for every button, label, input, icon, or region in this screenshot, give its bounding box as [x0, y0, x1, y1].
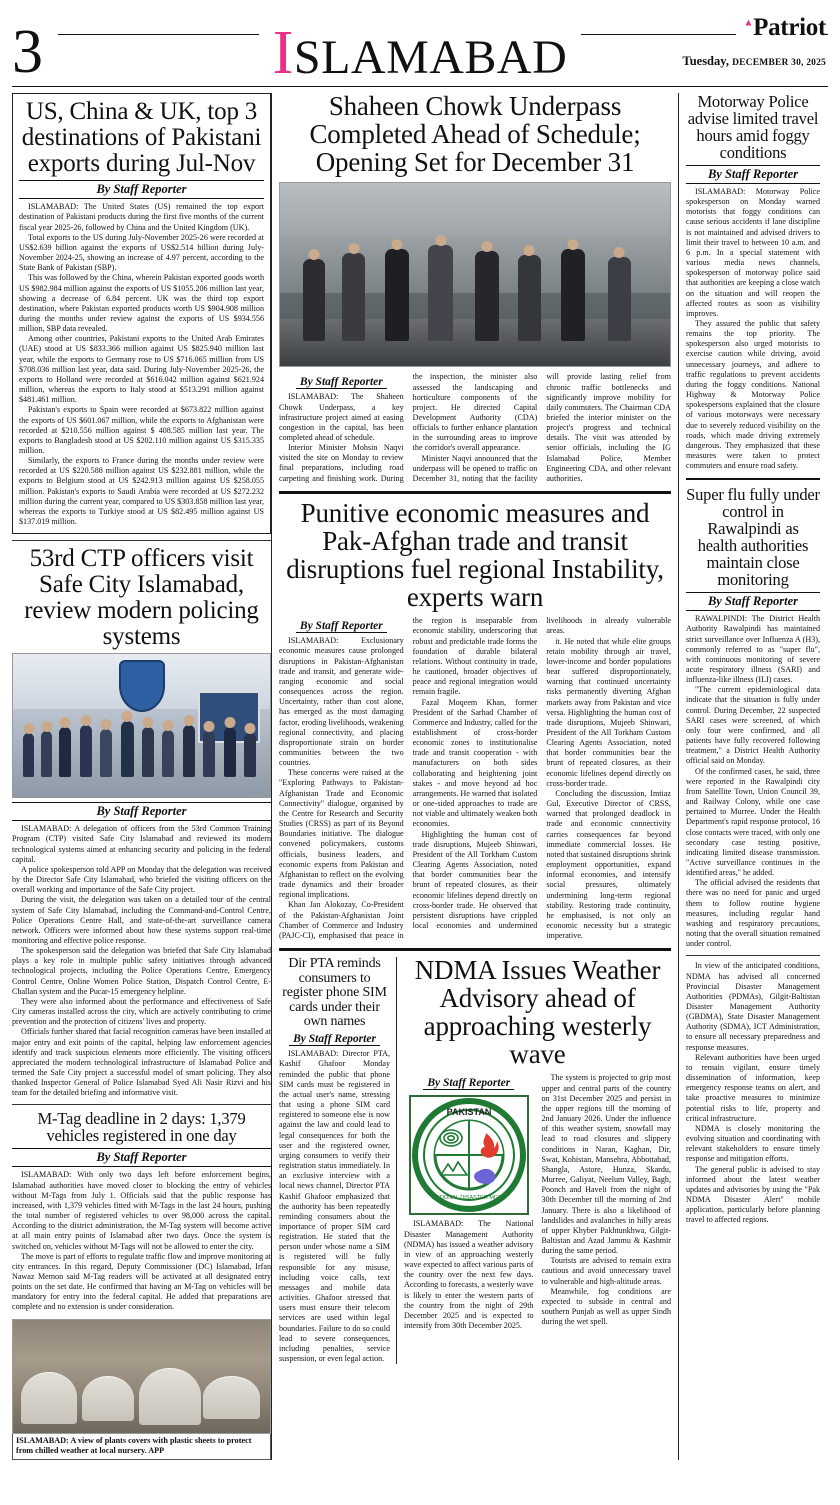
underpass-figure	[608, 257, 631, 341]
masthead	[12, 10, 828, 87]
brand-logo	[736, 14, 826, 42]
article-underpass-headline: Shaheen Chowk Underpass Completed Ahead of Schedule; Opening Set for December 31	[309, 91, 641, 177]
article-ctp-p1: A police spokesperson told APP on Monday that the delegation was received by the Director Safe City Islamabad, who briefed the visiting officers on the overall working and importance of the Safe City project.	[12, 864, 271, 895]
ctp-figure-head	[101, 719, 112, 730]
underpass-figure-head	[614, 247, 625, 258]
underpass-figure	[475, 251, 499, 341]
divider-mid-2	[279, 948, 671, 951]
bottom-mid-row	[279, 957, 671, 1364]
section-title-wrap	[12, 18, 828, 87]
ctp-photo-crest-icon	[119, 660, 165, 712]
ctp-figure	[80, 725, 92, 777]
article-ctp-p0: ISLAMABAD: A delegation of officers from the 53rd Common Training Program (CTP) visited Safe City Islamabad and reviewed its modern technological systems aimed at enhancing security and policing in the federal capital.	[12, 824, 271, 864]
ctp-figure-head	[41, 721, 52, 732]
article-ndma-p6: NDMA is closely monitoring the evolving situation and coordinating with relevant stakeholders to ensure timely response and mitigation efforts.	[686, 1123, 820, 1164]
article-ndma-byline: By Staff Reporter	[423, 1077, 514, 1090]
article-mtag	[12, 1110, 271, 1459]
underpass-figure-head	[392, 239, 403, 250]
article-punitive-byline-wrap	[279, 616, 404, 636]
dateline-date: DECEMBER 30, 2025	[732, 58, 826, 68]
ctp-figure-head	[122, 711, 133, 722]
nursery-photo	[12, 1319, 271, 1434]
article-ndma-p5: Relevant authorities have been urged to remain vigilant, ensure timely dissemination of information, keep emergency response teams on alert, and take proactive measures to minimize potential risks to life, property and critical infrastructure.	[686, 1052, 820, 1123]
article-exports-p4: Pakistan's exports to Spain were recorded at $673.822 million against the exports of US $601.067 million, while the exports to Afghanistan were recorded at $210.556 million against $ 408.585 million last year. The exports to Bangladesh stood at US $202.110 million against US $315.335 million.	[19, 405, 264, 455]
article-exports-p3: Among other countries, Pakistani exports to the United Arab Emirates (UAE) stood at US $833.366 million against US $825.940 million last year, while the exports to Germany rose to US $716.065 million from US $708.036 million last year, data said. During July-November 2025-26, the exports to Holland were recorded at $616.042 million against $621.924 million, whereas the exports to Italy stood at $513.291 million against $481.461 million.	[19, 334, 264, 405]
article-pta-p0: ISLAMABAD: Director PTA, Kashif Ghafoor Monday reminded the public that phone SIM cards must be registered in the actual user's name, stressing that using a phone SIM card registered to someone else is now against the law and could lead to legal consequences for both the user and the registered owner, urging consumers to verify their registration status immediately. In an exclusive interview with a local news channel, Director PTA Kashif Ghafoor emphasized that the authority has been repeatedly reminding consumers about the importance of proper SIM card registration. He stated that the person under whose name a SIM is registered will be fully responsible for any misuse, including voice calls, text messages and mobile data activities. Ghafoor stressed that users must ensure their telecom services are used within legal boundaries. Failure to do so could lead to severe consequences, including penalties, service suspension, or even legal action.	[279, 1049, 390, 1364]
brand-tick-icon: ▲	[743, 17, 754, 29]
article-mtag-headline: M-Tag deadline in 2 days: 1,379 vehicles registered in one day	[37, 1109, 246, 1146]
article-ndma-p0: ISLAMABAD: The National Disaster Management Authority (NDMA) has issued a weather advisory in view of an approaching westerly wave expected to affect various parts of the country over the next few days. According to forecasts, a westerly wave is likely to enter the western parts of the country from the night of 29th December 2025 and is expected to intensify from 30th December 2025.	[404, 1219, 534, 1331]
section-title-rest: SLAMABAD	[293, 31, 568, 84]
divider-mid-1	[279, 491, 671, 494]
ctp-figure-head	[142, 717, 153, 728]
ctp-figure-head	[23, 723, 34, 734]
underpass-figure-head	[524, 245, 535, 256]
ctp-figure	[183, 725, 195, 777]
divider-right-1	[686, 478, 820, 480]
article-punitive-p3: Fazal Moqeem Khan, former President of the Sarhad Chamber of Commerce and Industry, called for the establishment of cross-border economic zones to institutionalise trade and transit cooperation - with manufacturers on both sides collaborating and heightening joint stakes - and move beyond ad hoc arrangements. He warned that isolated or one-sided approaches to trade are not viable and ultimately weaken both economies.	[412, 697, 538, 829]
article-ndma-byline-wrap	[404, 1073, 534, 1093]
article-ctp-p4: They were also informed about the performance and effectiveness of Safe City cameras installed across the city, which are actively contributing to crime prevention and the protection of citizens' lives and property.	[12, 996, 271, 1027]
article-motorway-p1: They assured the public that safety remains the top priority. The spokesperson also urged motorists to exercise caution while driving, avoid unnecessary journeys, and adhere to traffic regulations to prevent accidents during the foggy conditions. National Highway & Motorway Police spokespersons explained that the closure of various motorways were necessary due to severely reduced visibility on the roads, which made driving extremely dangerous. They emphasized that these measures were taken to protect commuters and ensure road safety.	[686, 318, 820, 471]
page-number: 3	[12, 18, 42, 87]
underpass-photo-sky	[280, 183, 670, 245]
right-column	[679, 93, 820, 1460]
ctp-figure	[203, 731, 215, 777]
article-mtag-byline: By Staff Reporter	[12, 1148, 271, 1167]
article-ndma-p3: Meanwhile, fog conditions are expected to subside in central and southern Punjab as well as upper Sindh during the wet spell.	[541, 1286, 671, 1327]
ctp-delegation-photo	[12, 653, 271, 798]
ctp-figure-head	[204, 721, 215, 732]
divider-right-2	[686, 955, 820, 956]
ndma-logo-ring-text: NATIONAL DISASTER MGMT	[431, 1195, 506, 1202]
section-dropcap: I	[272, 19, 294, 87]
divider-left-2	[12, 1104, 271, 1105]
ctp-figure	[41, 731, 52, 777]
plastic-sheet	[139, 1368, 201, 1425]
divider-left-1	[12, 540, 271, 541]
ctp-figure	[23, 733, 34, 777]
masthead-bottom-rule	[12, 86, 828, 87]
article-superflu-p0: RAWALPINDI: The District Health Authority Rawalpindi has maintained strict surveillance over Influenza A (H3), commonly referred to as "super flu", with continuous monitoring of severe acute respiratory illness (SARI) and influenza-like illness (ILI) cases.	[686, 614, 820, 685]
underpass-figure	[342, 253, 365, 341]
article-punitive-byline: By Staff Reporter	[296, 620, 387, 633]
plastic-sheet	[21, 1372, 78, 1424]
article-exports-p2: This was followed by the China, wherein Pakistan exported goods worth US $982.984 million against the exports of US $1055.206 million last year, showing a decrease of 6.84 percent. UK was the third top export destination, where Pakistan exported products worth US $904.908 million during the months under review against the exports of US $934.556 million, SBP data revealed.	[19, 273, 264, 334]
article-underpass	[279, 93, 671, 484]
article-exports-byline: By Staff Reporter	[19, 180, 264, 199]
ctp-figure	[224, 727, 236, 777]
article-underpass-byline: By Staff Reporter	[296, 376, 387, 389]
section-title	[259, 19, 582, 87]
article-mtag-p1: The move is part of efforts to regulate traffic flow and improve monitoring at city entrances. In this regard, Deputy Commissioner (DC) Islamabad, Irfan Nawaz Memon said M-Tag readers will be activated at all designated entry points on the set date. He confirmed that having an M-Tag on vehicles will be mandatory for entry into the federal capital. He added that preparations are complete and no extension is under consideration.	[12, 1251, 271, 1312]
ndma-logo-top-text: PAKISTAN	[446, 1107, 492, 1118]
ctp-figure-head	[183, 715, 194, 726]
ctp-figure	[244, 733, 256, 777]
article-motorway-p0: ISLAMABAD: Motorway Police spokesperson on Monday warned motorists that foggy conditions can cause serious accidents if lane discipline is not maintained and advised drivers to limit their travel to between 10 a.m. and 6 p.m. In a special statement with various media news channels, spokesperson of motorway police said that authorities are keeping a close watch on the situation and will reopen the affected routes as soon as visibility improves.	[686, 186, 820, 318]
ctp-figure	[142, 727, 154, 777]
article-ndma-p7: The general public is advised to stay informed about the latest weather updates and advisories by using the "Pak NDMA Disaster Alert" mobile application, particularly before planning travel to affected regions.	[686, 1164, 820, 1225]
ctp-figure-head	[163, 720, 174, 731]
ctp-figure-head	[60, 717, 71, 728]
article-ctp	[12, 546, 271, 1098]
article-punitive-p4: Highlighting the human cost of trade disruptions, Mujeeb Shinwari, President of the All Torkham Custom Clearing Agents Association, noted that border communities bear the brunt of repeated closures, as their economic lifelines depend directly on cross-border trade. He observed that persistent disruptions have crippled local economies and undermined livelihoods in already vulnerable areas.	[412, 616, 671, 930]
nursery-photo-caption: ISLAMABAD: A view of plants covers with plastic sheets to protect from chilled weather at local nursery. APP	[12, 1434, 271, 1460]
article-pta-byline: By Staff Reporter	[289, 1033, 380, 1046]
article-underpass-p0: ISLAMABAD: The Shaheen Chowk Underpass, a key infrastructure project aimed at easing congestion in the capital, has been completed ahead of schedule.	[279, 392, 404, 443]
ctp-figure-head	[245, 723, 256, 734]
article-pta-headline: Dir PTA reminds consumers to register phone SIM cards under their own names	[282, 956, 387, 1029]
underpass-figure	[428, 245, 453, 341]
ctp-figure	[121, 721, 134, 777]
article-underpass-p1: Interior Minister Mohsin Naqvi visited the site on Monday to review final preparations, including road carpeting and finishing work. During the inspection, the minister also assessed the landscaping and horticulture components of the project. He directed Capital Development Authority (CDA) officials to further enhance plantation in the surrounding areas to improve the corridor's overall appearance.	[279, 372, 538, 483]
article-punitive	[279, 500, 671, 941]
article-punitive-p5: Concluding the discussion, Imtiaz Gul, Executive Director of CRSS, warned that prolonged deadlock in trade and economic connectivity carries consequences far beyond immediate commercial losses. He noted that sustained disruptions shrink employment opportunities, expand informal economies, and intensify social pressures, ultimately undermining long-term regional stability. Restoring trade continuity, he emphasised, is not only an economic necessity but a strategic imperative.	[546, 788, 671, 941]
article-exports-headline: US, China & UK, top 3 destinations of Pakistani exports during Jul-Nov	[21, 98, 262, 177]
article-ctp-p2: During the visit, the delegation was taken on a detailed tour of the central system of Safe City Islamabad, including the Command-and-Control Centre, Police Operations Centre Hall, and state-of-the-art surveillance camera network. Officers were informed about how these systems support real-time monitoring and effective police response.	[12, 895, 271, 945]
article-motorway-headline: Motorway Police advise limited travel hours amid foggy conditions	[687, 92, 819, 162]
article-punitive-p1: These concerns were raised at the "Exploring Pathways to Pakistan-Afghanistan Trade and Economic Connectivity" dialogue, organised by the Centre for Research and Security Studies (CRSS) as part of its Beyond Boundaries initiative. The dialogue convened policymakers, customs officials, business leaders, and economic experts from Pakistan and Afghanistan to reflect on the evolving trade dynamics and their broader regional implications.	[279, 768, 404, 900]
article-ndma	[404, 957, 671, 1364]
article-ndma-p2: Tourists are advised to remain extra cautious and avoid unnecessary travel to vulnerable and high-altitude areas.	[541, 1256, 671, 1286]
underpass-figure	[303, 259, 325, 341]
article-ctp-p3: The spokesperson said the delegation was briefed that Safe City Islamabad plays a key role in multiple public safety initiatives through advanced technological projects, including the Police Operations Centre, Emergency Control Centre, Online Women Police Station, Dispatch Control Centre, E-Challan system and the Pucar-15 emergency helpline.	[12, 946, 271, 996]
article-punitive-p2: Khan Jan Alokozay, Co-President of the Pakistan-Afghanistan Joint Chamber of Commerce and Industry (PAJC-CI), emphasised that peace in the region is inseparable from economic stability, underscoring that robust and predictable trade forms the foundation of durable bilateral relations. Without continuity in trade, he cautioned, broader objectives of peace and regional integration would remain fragile.	[279, 616, 538, 940]
brand-name: Patriot	[753, 14, 826, 41]
article-punitive-headline: Punitive economic measures and Pak-Afghan trade and transit disruptions fuel regional Instability, experts warn	[286, 498, 664, 612]
underpass-inspection-photo	[279, 182, 671, 367]
underpass-figure-head	[348, 243, 359, 254]
article-ctp-p5: Officials further shared that facial recognition cameras have been installed at major entry and exit points of the capital, helping law enforcement agencies identify and track suspicious elements more efficiently. The visiting officers appreciated the modern technological infrastructure of Islamabad Police and termed the Safe City project a successful model of smart policing. They also thanked Inspector General of Police Islamabad Syed Ali Nasir Rizvi and his team for the detailed briefing and informative visit.	[12, 1027, 271, 1098]
underpass-figure-head	[482, 241, 493, 252]
article-ndma-headline: NDMA Issues Weather Advisory ahead of approaching westerly wave	[414, 955, 661, 1069]
ctp-figure	[162, 730, 174, 777]
underpass-figure-head	[309, 249, 320, 260]
article-ndma-p4: In view of the anticipated conditions, NDMA has advised all concerned Provincial Disaster Management Authorities (PDMAs), Gilgit-Baltistan Disaster Management Authority (GBDMA), State Disaster Management Authority (SDMA), ICT Administration, to ensure all necessary preparedness and response measures.	[686, 961, 820, 1052]
ctp-figure	[59, 727, 71, 777]
dateline-day: Tuesday,	[682, 54, 729, 68]
dateline	[683, 54, 827, 69]
plastic-sheet	[203, 1376, 260, 1419]
article-ndma-continuation	[686, 961, 820, 1225]
underpass-figure	[561, 249, 585, 341]
content-grid	[12, 93, 828, 1460]
ctp-figure-head	[80, 715, 91, 726]
ndma-pakistan-logo-icon	[409, 1095, 529, 1215]
underpass-figure	[518, 255, 541, 341]
middle-column	[271, 93, 679, 1460]
article-motorway-byline: By Staff Reporter	[686, 165, 820, 184]
article-superflu-headline: Super flu fully under control in Rawalpindi as health authorities maintain close monitoring	[686, 485, 820, 590]
article-punitive-p6: it. He noted that while elite groups retain mobility through air travel, lower-income and border populations bear suffered disproportionately, warning that continued uncertainty risks permanently diverting Afghan markets away from Pakistan and vice versa. Highlighting the human cost of trade disruptions, Mujeeb Shinwari, President of the All Torkham Custom Clearing Agents Association, noted that border communities bear the brunt of repeated closures, as their economic lifelines depend directly on cross-border trade.	[546, 636, 671, 788]
article-exports-p5: Similarly, the exports to France during the months under review were recorded at US $220.588 million against US $232.881 million, while the exports to Belgium stood at US $242.913 million against US $258.055 million. Pakistan's exports to Saudi Arabia were recorded at US $272.232 million during the current year, compared to US $303.858 million last year, whereas the exports to Turkiye stood at US $82.495 million against US $137.019 million.	[19, 456, 264, 527]
article-punitive-p0: ISLAMABAD: Exclusionary economic measures cause prolonged disruptions in Pakistan-Afghanistan trade and transit, and generate wide-ranging economic and social consequences across the region. Uncertainty, rather than cost alone, has emerged as the most damaging factor, eroding livelihoods, weakening regional connectivity, and placing disproportionate strain on border communities between the two countries.	[279, 636, 404, 768]
left-column	[12, 93, 271, 1460]
underpass-figure-head	[435, 235, 446, 246]
article-pta-byline-wrap	[279, 1029, 390, 1049]
ctp-figure-head	[224, 717, 235, 728]
underpass-figure	[385, 249, 409, 341]
article-exports	[12, 93, 271, 534]
article-underpass-byline-wrap	[279, 372, 404, 392]
article-superflu-p3: The official advised the residents that there was no need for panic and urged them to follow routine hygiene measures, including regular hand washing and respiratory precautions, noting that the overall situation remained under control.	[686, 878, 820, 949]
article-exports-p0: ISLAMABAD: The United States (US) remained the top export destination of Pakistani products during the first five months of the current fiscal year 2025-26, followed by China and the United Kingdom (UK).	[19, 202, 264, 232]
article-pta	[279, 957, 397, 1364]
article-superflu	[686, 486, 820, 949]
plastic-sheet	[82, 1376, 133, 1421]
underpass-figure-head	[567, 239, 578, 250]
ctp-figure	[100, 729, 112, 777]
article-superflu-byline: By Staff Reporter	[686, 592, 820, 611]
article-mtag-p0: ISLAMABAD: With only two days left before enforcement begins, Islamabad authorities have moved closer to blocking the entry of vehicles without M-Tags from July 1. Officials said that the public response has increased, with 1,379 vehicles fitted with M-Tags in the last 24 hours, pushing the total number of registered vehicles to over 98,000 across the capital. According to the district administration, the M-Tag system will become active at all main entry points of Islamabad after two days. Once the system is switched on, vehicles without M-Tags will not be allowed to enter the city.	[12, 1170, 271, 1251]
article-motorway	[686, 93, 820, 471]
article-ndma-p1: The system is projected to grip most upper and central parts of the country on 31st December 2025 and persist in the upper regions till the morning of 2nd January 2026. Under the influence of this weather system, snowfall may lead to road closures and slippery conditions in Naran, Kaghan, Dir, Swat, Kohistan, Mansehra, Abbottabad, Shangla, Astore, Hunza, Skardu, Murree, Galiyat, Neelum Valley, Bagh, Poonch and Haveli from the night of 30th December till the morning of 2nd January. There is also a likelihood of landslides and avalanches in hilly areas of upper Khyber Pakhtunkhwa, Gilgit-Baltistan and Azad Jammu & Kashmir during the same period.	[541, 1073, 671, 1256]
article-superflu-p1: "The current epidemiological data indicate that the situation is fully under control. During December, 22 suspected SARI cases were screened, of which only four were confirmed, and all patients have fully recovered following treatment," a District Health Authority official said on Monday.	[686, 685, 820, 766]
article-exports-p1: Total exports to the US during July-November 2025-26 were recorded at US$2.639 billion against the exports of US$2.514 billion during July-November 2024-25, showing an increase of 4.97 percent, according to the State Bank of Pakistan (SBP).	[19, 232, 264, 273]
article-ctp-byline: By Staff Reporter	[12, 802, 271, 821]
article-underpass-p2: Minister Naqvi announced that the underpass will be opened to traffic on December 31, noting that the facility will provide lasting relief from chronic traffic bottlenecks and significantly improve mobility for daily commuters. The Chairman CDA briefed the interior minister on the project's progress and technical details. The visit was attended by senior officials, including the IG Islamabad Police, Member Engineering CDA, and other relevant authorities.	[412, 372, 671, 483]
article-ctp-headline: 53rd CTP officers visit Safe City Islamabad, review modern policing systems	[24, 545, 259, 650]
article-superflu-p2: Of the confirmed cases, he said, three were reported in the Rawalpindi city from Satellite Town, Union Council 39, and Railway Colony, while one case pertained to Murree. Under the Health Department's rapid response protocol, 16 close contacts were traced, with only one secondary case testing positive, indicating limited disease transmission. "Active surveillance continues in the identified areas," he added.	[686, 766, 820, 878]
